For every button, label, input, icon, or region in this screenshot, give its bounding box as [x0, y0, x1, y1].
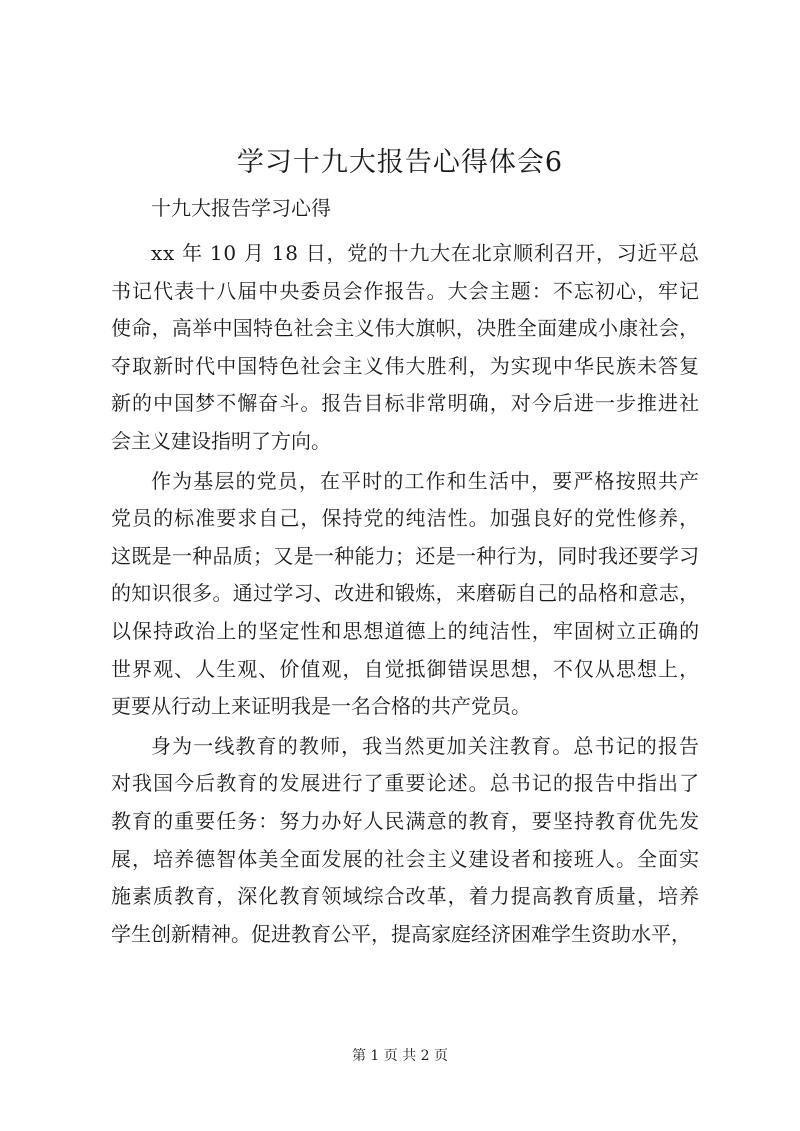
- paragraph-2: [111, 463, 699, 726]
- paragraph-line: 更要从行动上来证明我是一名合格的共产党员。: [111, 694, 531, 719]
- paragraph-line: 会主义建设指明了方向。: [111, 428, 331, 453]
- paragraph-line: 书记代表十八届中央委员会作报告。大会主题：不忘初心，牢记: [111, 278, 701, 303]
- paragraph-line: 展，培养德智体美全面发展的社会主义建设者和接班人。全面实: [111, 846, 701, 871]
- paragraph-line: 党员的标准要求自己，保持党的纯洁性。加强良好的党性修养，: [111, 506, 701, 531]
- paragraph-line: 作为基层的党员，在平时的工作和生活中，要严格按照共产: [151, 468, 701, 493]
- paragraph-1: [111, 235, 699, 461]
- paragraph-line: 学生创新精神。促进教育公平，提高家庭经济困难学生资助水平，: [111, 921, 691, 946]
- paragraph-line: xx 年 10 月 18 日，党的十九大在北京顺利召开，习近平总: [151, 241, 700, 265]
- paragraph-line: 新的中国梦不懈奋斗。报告目标非常明确，对今后进一步推进社: [111, 391, 701, 416]
- paragraph-line: 施素质教育，深化教育领域综合改革，着力提高教育质量，培养: [111, 884, 701, 909]
- paragraph-line: 对我国今后教育的发展进行了重要论述。总书记的报告中指出了: [111, 771, 701, 796]
- paragraph-3: [111, 728, 699, 954]
- page-footer: 第 1 页 共 2 页: [351, 1048, 449, 1064]
- paragraph-line: 身为一线教育的教师，我当然更加关注教育。总书记的报告: [151, 733, 701, 758]
- paragraph-line: 以保持政治上的坚定性和思想道德上的纯洁性，牢固树立正确的: [111, 618, 701, 643]
- paragraph-line: 使命，高举中国特色社会主义伟大旗帜，决胜全面建成小康社会，: [111, 316, 700, 341]
- paragraph-line: 夺取新时代中国特色社会主义伟大胜利，为实现中华民族未答复: [111, 353, 701, 378]
- paragraph-line: 这既是一种品质；又是一种能力；还是一种行为，同时我还要学习: [111, 543, 700, 568]
- document-subtitle: 十九大报告学习心得: [151, 196, 331, 220]
- document-title: 学习十九大报告心得体会6: [236, 147, 564, 178]
- paragraph-line: 教育的重要任务：努力办好人民满意的教育，要坚持教育优先发: [111, 808, 701, 833]
- paragraph-line: 世界观、人生观、价值观，自觉抵御错误思想，不仅从思想上，: [111, 656, 701, 681]
- paragraph-line: 的知识很多。通过学习、改进和锻炼，来磨砺自己的品格和意志，: [111, 581, 700, 606]
- document-body: [111, 188, 699, 953]
